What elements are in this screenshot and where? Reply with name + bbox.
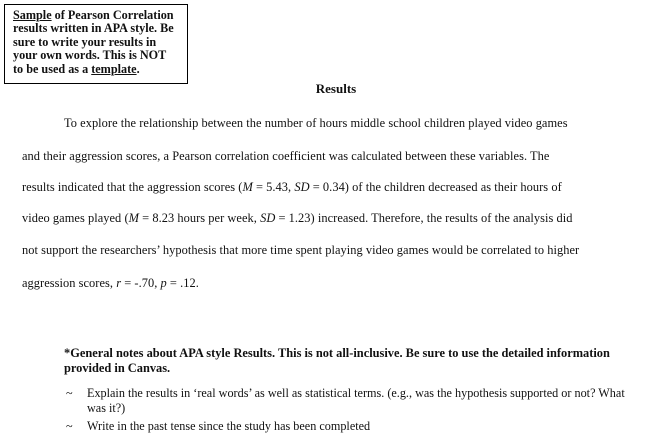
paragraph-line-4: video games played (M = 8.23 hours per week, SD = 1.23) increased. Therefore, the results of the analysis did xyxy=(22,211,573,225)
bullet-marker: ~ xyxy=(66,386,73,400)
template-word: template xyxy=(91,61,137,76)
bullet-item: Write in the past tense since the study has been completed xyxy=(87,419,371,433)
general-notes-title: *General notes about APA style Results. This is not all-inclusive. Be sure to use the detailed information provided in Canvas. xyxy=(64,346,610,375)
paragraph-line-3: results indicated that the aggression scores (M = 5.43, SD = 0.34) of the children decreased as their hours of xyxy=(22,180,562,194)
disclaimer-line-5: to be used as a template. xyxy=(13,61,140,76)
disclaimer-line-4: your own words. This is NOT xyxy=(13,48,167,63)
bullet-item: Explain the results in ‘real words’ as well as statistical terms. (e.g., was the hypothesis supported or not? What was it?) xyxy=(87,386,625,415)
disclaimer-line-2: results written in APA style. Be xyxy=(13,21,174,36)
paragraph-line-2: and their aggression scores, a Pearson correlation coefficient was calculated between these variables. The xyxy=(22,149,550,163)
results-heading: Results xyxy=(315,81,357,96)
paragraph-line-6: aggression scores, r = -.70, p = .12. xyxy=(22,276,199,290)
sample-disclaimer-box xyxy=(4,4,188,84)
bullet-marker: ~ xyxy=(66,419,73,433)
sample-word: Sample xyxy=(13,8,52,22)
paragraph-line-5: not support the researchers’ hypothesis that more time spent playing video games would be correlated to higher xyxy=(22,243,580,257)
disclaimer-line-3: sure to write your results in xyxy=(13,34,157,49)
disclaimer-line-1: Sample of Pearson Correlation xyxy=(13,8,174,22)
paragraph-line-1: To explore the relationship between the number of hours middle school children played video games xyxy=(64,116,568,130)
